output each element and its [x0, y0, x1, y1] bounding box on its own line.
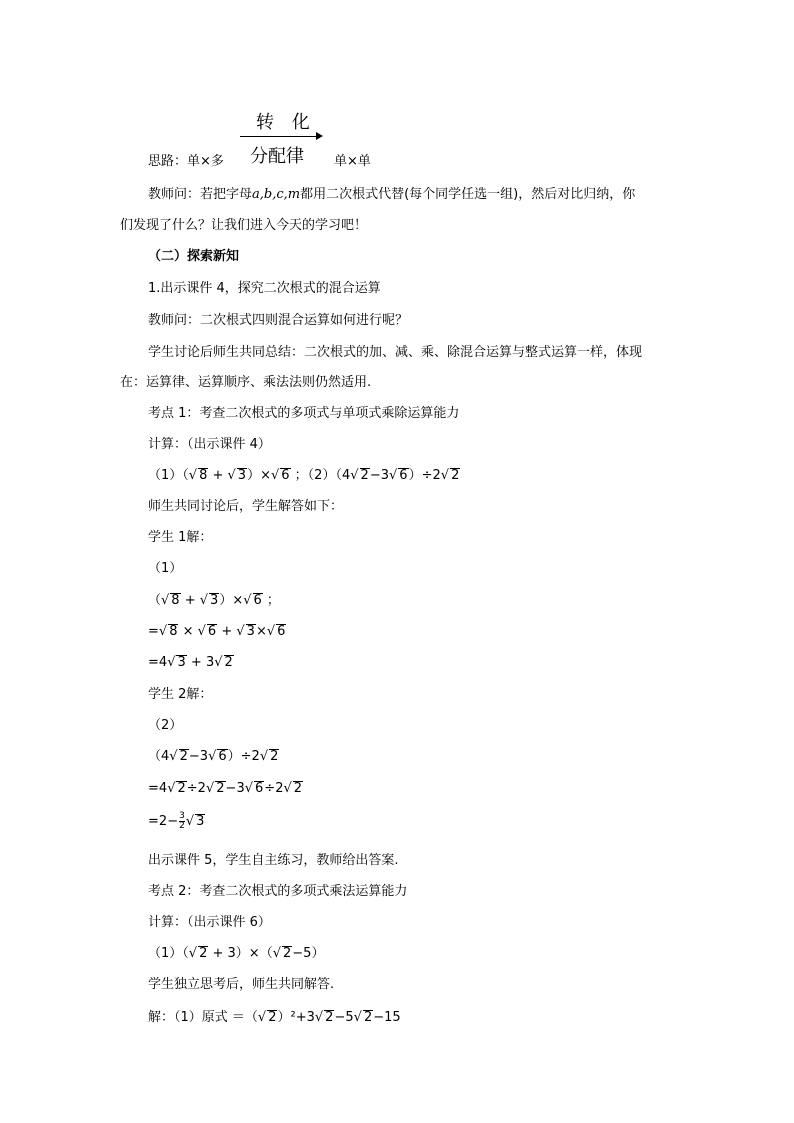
calc-prompt-1: 计算：（出示课件 4）	[148, 437, 271, 452]
exam-point-1: 考点 1：考查二次根式的多项式与单项式乘除运算能力	[148, 406, 460, 421]
problem-line-1: （1）（√ 8 + √ 3）×√ 6 ；（2）（4√ 2−3√ 6）÷2√ 2	[148, 468, 460, 483]
arrow-head-icon	[316, 132, 323, 140]
fraction: $\frac{3}{2}$	[179, 811, 185, 831]
teacher-question-2: 教师问：二次根式四则混合运算如何进行呢？	[148, 313, 409, 328]
problem-line-2: （1）（√ 2 + 3）×（√ 2−5）	[148, 946, 325, 961]
part-1-label: （1）	[148, 561, 183, 576]
step-1: 1.出示课件 4，探究二次根式的混合运算	[148, 281, 381, 296]
summary-line-2: 在：运算律、运算顺序、乘法法则仍然适用.	[120, 375, 372, 390]
teacher-question-1-cont: 们发现了什么？让我们进入今天的学习吧！	[120, 218, 368, 233]
solution-1-step-1: （√ 8 + √ 3）×√ 6 ；	[148, 593, 280, 608]
solution-1-step-2: =√ 8 × √ 6 + √ 3×√ 6	[148, 624, 286, 639]
solution-2-step-1: （4√ 2−3√ 6）÷2√ 2	[148, 749, 279, 764]
calc-prompt-2: 计算：（出示课件 6）	[148, 915, 271, 930]
arrow-top-label: 转 化	[256, 112, 316, 133]
arrow-bottom-label: 分配律	[250, 146, 304, 167]
part-2-label: （2）	[148, 718, 183, 733]
practice-line: 出示课件 5，学生自主练习，教师给出答案.	[148, 853, 399, 868]
idea-suffix: 单×单	[334, 154, 371, 169]
exam-point-2: 考点 2：考查二次根式的多项式乘法运算能力	[148, 884, 408, 899]
summary-line-1: 学生讨论后师生共同总结：二次根式的加、减、乘、除混合运算与整式运算一样，体现	[148, 345, 643, 360]
arrow-line	[240, 136, 318, 137]
independent-thinking-line: 学生独立思考后，师生共同解答.	[148, 977, 335, 992]
solution-2-step-2: =4√ 2÷2√ 2−3√ 6÷2√ 2	[148, 781, 303, 796]
student-1-label: 学生 1解：	[148, 530, 213, 545]
teacher-question-1: 教师问：若把字母a,b,c,m都用二次根式代替(每个同学任选一组)，然后对比归纳，你	[148, 187, 636, 202]
student-2-label: 学生 2解：	[148, 687, 213, 702]
solution-2-step-3: =2− $\frac{3}{2}$ √ 3	[148, 811, 205, 831]
section-heading: （二）探索新知	[148, 249, 240, 264]
discussion-line: 师生共同讨论后，学生解答如下：	[148, 499, 344, 514]
idea-prefix: 思路：单×多	[148, 154, 224, 169]
solution-1-step-3: =4√ 3 + 3√ 2	[148, 655, 233, 670]
solution-3-line: 解：（1）原式 ＝（√ 2）²+3√ 2−5√ 2−15	[148, 1010, 401, 1025]
